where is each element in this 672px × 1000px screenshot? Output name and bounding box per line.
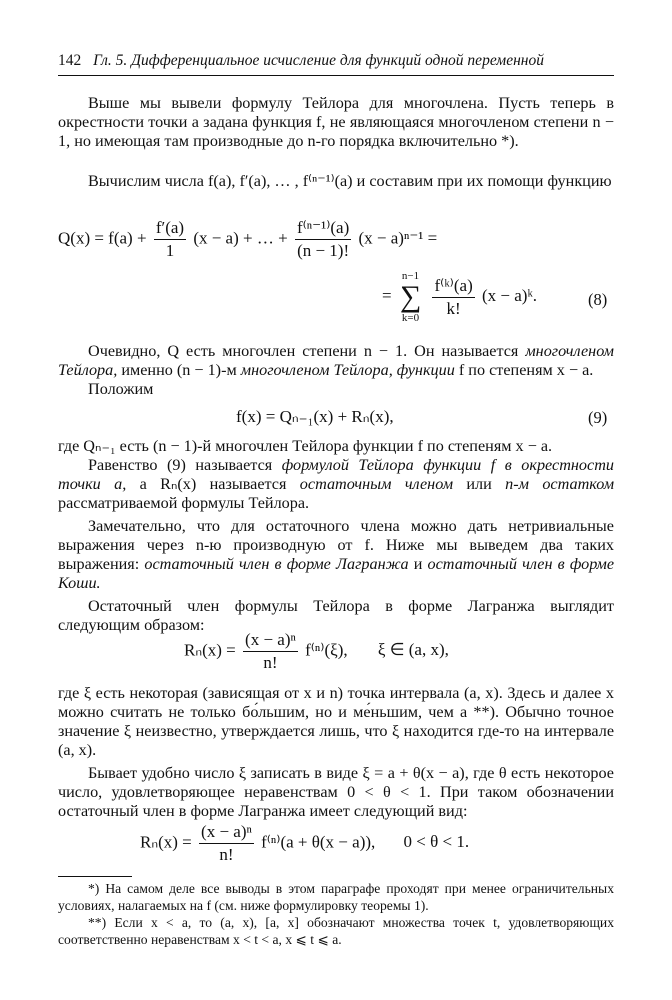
equation-lagrange bbox=[184, 630, 449, 673]
para-remarkable bbox=[58, 517, 614, 593]
eq8-lhs: Q(x) = f(a) + bbox=[58, 228, 147, 248]
theta-frac-den: n! bbox=[219, 845, 234, 864]
running-title: Гл. 5. Дифференциальное исчисление для функций одной переменной bbox=[93, 52, 544, 69]
para6-term-nth-remainder: n-м остатком bbox=[505, 475, 615, 493]
footnotes bbox=[58, 880, 614, 948]
equation-9-number: (9) bbox=[588, 408, 608, 427]
eq8-fraction-1 bbox=[154, 218, 186, 261]
para-xi-point: где ξ есть некоторая (зависящая от x и n) точка интервала (a, x). Здесь и далее x можно считать не только бо́льшим, но и ме́ньшим, чем a **). Обычно точное значение ξ неизвестно, утверждается лишь, что ξ находится где-то на интервале (a, x). bbox=[58, 684, 614, 759]
para-definition bbox=[58, 342, 614, 380]
para7-term-lagrange: остаточный член в форме Лагранжа bbox=[144, 555, 409, 573]
eq8-frac3-den: k! bbox=[446, 298, 461, 318]
header-rule bbox=[58, 75, 614, 76]
eq8-mid: (x − a) + … + bbox=[193, 228, 288, 248]
theta-frac-num: (x − a)ⁿ bbox=[199, 822, 254, 844]
para-compute-numbers: Вычислим числа f(a), f′(a), … , f⁽ⁿ⁻¹⁾(a) и составим при их помощи функцию bbox=[88, 172, 612, 190]
eq8-frac2-num: f⁽ⁿ⁻¹⁾(a) bbox=[295, 218, 351, 240]
paragraph-xi bbox=[58, 684, 614, 821]
para6-text-g: рассматриваемой формулы Тейлора. bbox=[58, 494, 310, 512]
eq8-frac1-num: f′(a) bbox=[154, 218, 186, 240]
para3-term-nth-taylor: многочленом Тейлора, функции bbox=[240, 361, 455, 379]
para-polozhim: Положим bbox=[88, 380, 154, 398]
eq8-fraction-3 bbox=[432, 276, 474, 319]
paragraph-definition bbox=[58, 342, 614, 399]
para-theta: Бывает удобно число ξ записать в виде ξ = a + θ(x − a), где θ есть некоторое число, удовлетворяющее неравенствам 0 < θ < 1. При таком обозначении остаточный член в форме Лагранжа имеет следующий вид: bbox=[58, 764, 614, 820]
eq8-frac2-den: (n − 1)! bbox=[297, 241, 350, 260]
para6-text-c: а Rₙ(x) называется bbox=[139, 475, 287, 493]
eq8-equals: = bbox=[382, 285, 392, 305]
para-where-q: где Qₙ₋₁ есть (n − 1)-й многочлен Тейлора функции f по степеням x − a. bbox=[58, 437, 553, 455]
para-taylor-intro: Выше мы вывели формулу Тейлора для многочлена. Пусть теперь в окрестности точки a задана функция f, не являющаяся многочленом степени n − 1, но имеющая там производные до n-го порядка включительно *). bbox=[58, 94, 614, 150]
para7-text-c: и bbox=[413, 555, 423, 573]
para7-text-a: Замечательно, что для остаточного члена можно дать нетривиальные выражения через n-ю производную от f. Ниже мы выведем два таких выражения: bbox=[58, 517, 614, 573]
para6-term-taylor-formula: формулой Тейлора функции f в окрестности точки a, bbox=[58, 456, 614, 493]
lagrange-frac-num: (x − a)ⁿ bbox=[243, 630, 298, 652]
running-header bbox=[58, 52, 614, 70]
para6-text-a: Равенство (9) называется bbox=[88, 456, 273, 474]
theta-fraction bbox=[199, 822, 254, 865]
para-formula-name bbox=[58, 456, 614, 513]
paragraph-compute bbox=[58, 172, 614, 191]
eq8-sum-upper: n−1 bbox=[401, 270, 420, 282]
paragraph-remainder bbox=[58, 437, 614, 635]
eq8-sum-lower: k=0 bbox=[401, 312, 420, 324]
equation-theta bbox=[140, 822, 469, 865]
equation-8-line2 bbox=[382, 270, 537, 324]
page-number: 142 bbox=[58, 52, 82, 69]
lagrange-lhs: Rₙ(x) = bbox=[184, 640, 236, 660]
footnote-1: *) На самом деле все выводы в этом параграфе проходят при менее ограничительных условиях, налагаемых на f (см. ниже формулировку теоремы 1). bbox=[58, 881, 614, 913]
paragraph-intro bbox=[58, 94, 614, 151]
lagrange-frac-den: n! bbox=[263, 653, 278, 672]
eq8-sum bbox=[400, 270, 421, 324]
eq8-frac1-den: 1 bbox=[165, 241, 175, 260]
lagrange-condition: ξ ∈ (a, x), bbox=[377, 640, 449, 660]
para6-term-remainder: остаточным членом bbox=[299, 475, 454, 493]
theta-lhs: Rₙ(x) = bbox=[140, 832, 192, 852]
footnote-2: **) Если x < a, то (a, x), [a, x] обозначают множества точек t, удовлетворяющих соответственно неравенствам x < t < a, x ⩽ t ⩽ a. bbox=[58, 915, 614, 947]
para3-text-c: именно (n − 1)-м bbox=[121, 361, 237, 379]
sigma-icon: ∑ bbox=[399, 280, 422, 313]
eq8-line1-tail: (x − a)ⁿ⁻¹ = bbox=[358, 228, 438, 248]
para3-term-taylor-polynomial: многочленом Тейлора, bbox=[58, 342, 614, 379]
equation-8-number: (8) bbox=[588, 290, 608, 309]
theta-condition: 0 < θ < 1. bbox=[403, 832, 470, 852]
eq8-frac3-num: f⁽ᵏ⁾(a) bbox=[432, 276, 474, 298]
eq8-fraction-2 bbox=[295, 218, 351, 261]
equation-9: f(x) = Qₙ₋₁(x) + Rₙ(x), bbox=[236, 407, 394, 426]
lagrange-fraction bbox=[243, 630, 298, 673]
equation-8-line1 bbox=[58, 218, 437, 261]
para3-text-e: f по степеням x − a. bbox=[458, 361, 594, 379]
theta-rhs: f⁽ⁿ⁾(a + θ(x − a)), bbox=[261, 832, 376, 852]
para7-term-cauchy: остаточный член в форме Коши. bbox=[58, 555, 615, 592]
para-lagrange-intro: Остаточный член формулы Тейлора в форме Лагранжа выглядит следующим образом: bbox=[58, 597, 614, 634]
lagrange-rhs: f⁽ⁿ⁾(ξ), bbox=[305, 640, 348, 660]
footnote-rule bbox=[58, 876, 132, 877]
eq8-line2-tail: (x − a)ᵏ. bbox=[481, 285, 538, 305]
para3-text-a: Очевидно, Q есть многочлен степени n − 1. Он называется bbox=[88, 342, 519, 360]
para6-text-e: или bbox=[466, 475, 492, 493]
